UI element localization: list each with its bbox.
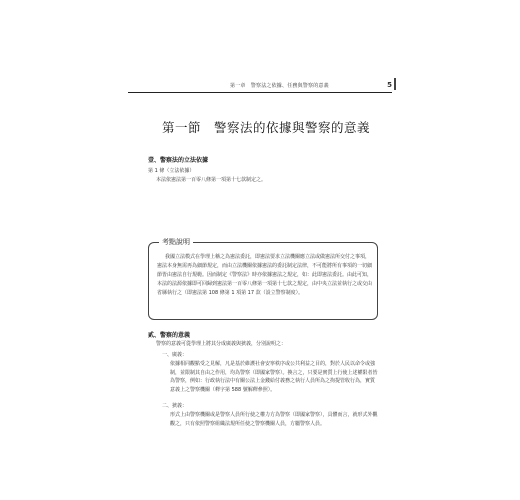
narrow-heading: 二、狹義： (162, 403, 188, 409)
article-label: 第 1 條（立法依據） (148, 168, 195, 174)
explanation-box (148, 238, 378, 320)
explanation-label: 考點說明 (159, 237, 193, 247)
chapter-tab-marker (394, 78, 404, 90)
part2-heading: 貳、警察的意義 (148, 332, 191, 339)
broad-text: 依據相同觀點受之見解，凡是基於維護社會安寧秩序或公共利益之目的，對於人民以命令或強制，並限制其自由之作用，均為警察（即國家警察）。換言之，只要是實質上行使上述權限者皆為警察，例如：行政執行法中有關公法上金錢給付義務之執行人員所為之拘提管收行為，實質意義上之警察機關（釋字第 588 號解釋參照）。 (170, 361, 378, 393)
part2-intro: 警察的意義可從學理上將其分成廣義與狹義，分別說明之： (156, 341, 287, 347)
article-text: 本法依憲法第一百零八條第一項第十七款制定之。 (156, 177, 267, 183)
explanation-text: 我國立法模式在學理上稱之為憲法委託，即憲法要求立法機關應立法或做憲法所交付之事項，憲法本身無需再為細節規定，而由立法機關依據憲法的委託制定法律，不可能將所有事項的一切細節皆由憲法自行規範。因而制定《警察法》時亦依據憲法之規定，如：此即憲法委託。由此可知，本法的法源依據即可回歸到憲法第一百零八條第一項第十七款之規定，由中央立法並執行之或交由省縣執行之（即憲法第 108 條第 1 項第 17 款（設立警察制度）。 (157, 254, 373, 296)
broad-heading: 一、廣義： (162, 352, 188, 358)
narrow-text: 形式上由警察機關或是警察人員所行使之權力方為警察（即國家警察），具體而言，就形式外觀觀之，只有依照警察組織法規所任使之警察機關人員，方屬警察人員。 (170, 412, 378, 427)
page-number: 5 (387, 81, 392, 89)
page-header (128, 78, 392, 93)
section-title: 第一節 警察法的依據與警察的意義 (162, 120, 371, 135)
book-page (128, 78, 392, 426)
part1-heading: 壹、警察法的立法依據 (148, 157, 209, 164)
running-title: 第一章 警察法之依據、任務與警察的意義 (230, 83, 329, 89)
